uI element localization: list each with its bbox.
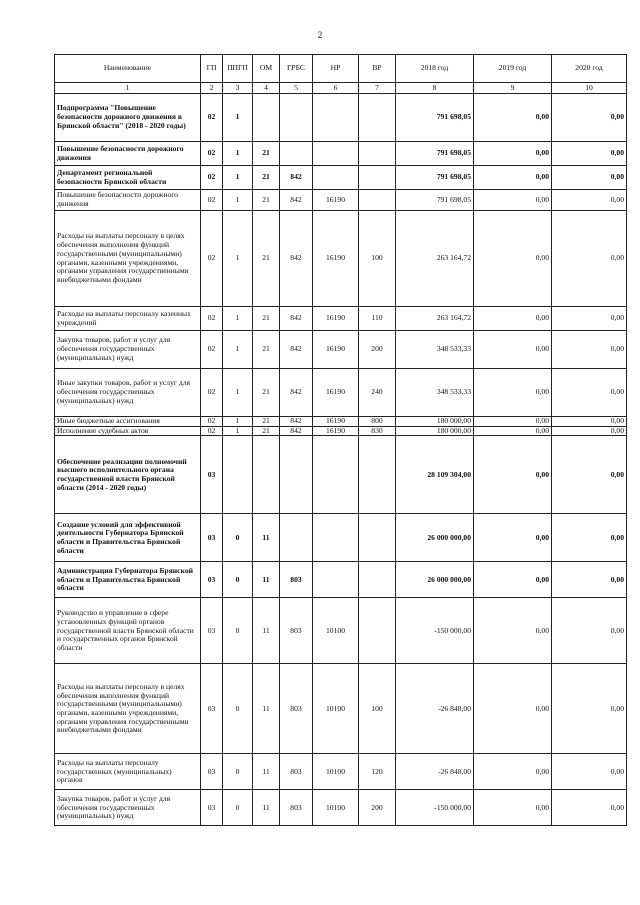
page-number: 2 <box>317 30 323 40</box>
cell-2020: 0,00 <box>552 369 627 417</box>
cell-2018: 791 698,05 <box>396 94 474 142</box>
cell-2018: -150 000,00 <box>396 790 474 826</box>
cell-nr: 16190 <box>313 426 359 436</box>
col-header-2019: 2019 год <box>474 55 552 83</box>
cell-2018: 791 698,05 <box>396 190 474 211</box>
table-row <box>55 307 627 331</box>
cell-grbs: 842 <box>280 369 313 417</box>
cell-gp: 02 <box>201 211 223 307</box>
cell-2019: 0,00 <box>474 190 552 211</box>
cell-2020: 0,00 <box>552 754 627 790</box>
cell-2019: 0,00 <box>474 562 552 598</box>
col-header-2020: 2020 год <box>552 55 627 83</box>
cell-gp: 03 <box>201 754 223 790</box>
cell-2020: 0,00 <box>552 142 627 166</box>
table-row <box>55 790 627 826</box>
cell-grbs: 803 <box>280 562 313 598</box>
cell-grbs <box>280 142 313 166</box>
table-row <box>55 190 627 211</box>
cell-gp: 03 <box>201 562 223 598</box>
row-name: Расходы на выплаты персоналу в целях обеспечения выполнения функций государственными (муниципальными) органами, казенными учреждениями, органами управления государственными внебюджетными фондами <box>55 211 201 307</box>
cell-ppgp: 1 <box>223 369 253 417</box>
cell-om <box>253 436 280 514</box>
table-row <box>55 166 627 190</box>
cell-om: 21 <box>253 190 280 211</box>
cell-nr <box>313 562 359 598</box>
cell-2019: 0,00 <box>474 417 552 427</box>
cell-2018: 348 533,33 <box>396 331 474 369</box>
cell-2020: 0,00 <box>552 211 627 307</box>
cell-nr: 16190 <box>313 417 359 427</box>
cell-ppgp: 0 <box>223 790 253 826</box>
row-name: Создание условий для эффективной деятельности Губернатора Брянской области и Правительства Брянской области <box>55 514 201 562</box>
table-row <box>55 664 627 754</box>
cell-nr <box>313 166 359 190</box>
cell-2018: -26 848,00 <box>396 754 474 790</box>
col-number: 1 <box>55 83 201 94</box>
cell-grbs: 842 <box>280 331 313 369</box>
cell-2018: 263 164,72 <box>396 307 474 331</box>
cell-ppgp: 1 <box>223 331 253 369</box>
cell-2019: 0,00 <box>474 664 552 754</box>
cell-grbs <box>280 436 313 514</box>
cell-2020: 0,00 <box>552 417 627 427</box>
col-number: 5 <box>280 83 313 94</box>
cell-vr: 100 <box>359 664 396 754</box>
cell-gp: 03 <box>201 790 223 826</box>
cell-ppgp: 0 <box>223 664 253 754</box>
cell-grbs: 803 <box>280 790 313 826</box>
cell-nr: 16190 <box>313 369 359 417</box>
cell-om: 21 <box>253 142 280 166</box>
cell-vr: 830 <box>359 426 396 436</box>
cell-nr: 10100 <box>313 664 359 754</box>
cell-2019: 0,00 <box>474 211 552 307</box>
row-name: Расходы на выплаты персоналу в целях обеспечения выполнения функций государственными (муниципальными) органами, казенными учреждениями, органами управления государственными внебюджетными фондами <box>55 664 201 754</box>
cell-grbs <box>280 94 313 142</box>
cell-vr: 120 <box>359 754 396 790</box>
table-row <box>55 417 627 427</box>
cell-nr: 16190 <box>313 331 359 369</box>
cell-gp: 02 <box>201 307 223 331</box>
row-name: Исполнение судебных актов <box>55 426 201 436</box>
col-header-2018: 2018 год <box>396 55 474 83</box>
row-name: Расходы на выплаты персоналу казенных учреждений <box>55 307 201 331</box>
cell-2018: 791 698,05 <box>396 142 474 166</box>
row-name: Департамент региональной безопасности Брянской области <box>55 166 201 190</box>
cell-2018: 28 109 304,00 <box>396 436 474 514</box>
row-name: Иные закупки товаров, работ и услуг для обеспечения государственных (муниципальных) нужд <box>55 369 201 417</box>
cell-gp: 03 <box>201 664 223 754</box>
cell-om: 21 <box>253 331 280 369</box>
cell-grbs <box>280 514 313 562</box>
cell-vr <box>359 166 396 190</box>
cell-2019: 0,00 <box>474 598 552 664</box>
row-name: Руководство и управление в сфере установленных функций органов государственной власти Брянской области и государственных органов Брянской области <box>55 598 201 664</box>
col-number: 7 <box>359 83 396 94</box>
cell-om: 11 <box>253 754 280 790</box>
cell-ppgp: 0 <box>223 598 253 664</box>
header-row <box>55 55 627 83</box>
cell-2018: 791 698,05 <box>396 166 474 190</box>
cell-ppgp: 0 <box>223 754 253 790</box>
cell-ppgp: 0 <box>223 514 253 562</box>
cell-nr: 10100 <box>313 754 359 790</box>
cell-gp: 02 <box>201 417 223 427</box>
cell-ppgp: 1 <box>223 426 253 436</box>
table-row <box>55 142 627 166</box>
cell-ppgp: 1 <box>223 166 253 190</box>
cell-2020: 0,00 <box>552 331 627 369</box>
cell-2018: -150 000,00 <box>396 598 474 664</box>
cell-grbs: 842 <box>280 426 313 436</box>
budget-table <box>54 54 627 826</box>
col-number: 3 <box>223 83 253 94</box>
cell-2018: -26 848,00 <box>396 664 474 754</box>
cell-grbs: 803 <box>280 664 313 754</box>
cell-nr <box>313 514 359 562</box>
table-row <box>55 331 627 369</box>
table-row <box>55 426 627 436</box>
cell-nr: 16190 <box>313 190 359 211</box>
row-name: Закупка товаров, работ и услуг для обеспечения государственных (муниципальных) нужд <box>55 790 201 826</box>
cell-gp: 02 <box>201 94 223 142</box>
cell-gp: 03 <box>201 436 223 514</box>
cell-2019: 0,00 <box>474 166 552 190</box>
col-number: 2 <box>201 83 223 94</box>
cell-2020: 0,00 <box>552 664 627 754</box>
cell-ppgp: 1 <box>223 211 253 307</box>
cell-grbs: 803 <box>280 598 313 664</box>
cell-grbs: 842 <box>280 211 313 307</box>
col-number: 4 <box>253 83 280 94</box>
cell-vr <box>359 190 396 211</box>
cell-nr <box>313 436 359 514</box>
cell-2020: 0,00 <box>552 562 627 598</box>
cell-2019: 0,00 <box>474 426 552 436</box>
cell-om: 21 <box>253 166 280 190</box>
cell-2019: 0,00 <box>474 142 552 166</box>
cell-om: 21 <box>253 369 280 417</box>
table-row <box>55 94 627 142</box>
cell-om: 11 <box>253 598 280 664</box>
cell-vr: 100 <box>359 211 396 307</box>
cell-2018: 26 000 000,00 <box>396 514 474 562</box>
cell-grbs: 842 <box>280 307 313 331</box>
cell-grbs: 803 <box>280 754 313 790</box>
row-name: Повышение безопасности дорожного движения <box>55 190 201 211</box>
cell-2020: 0,00 <box>552 514 627 562</box>
cell-vr: 240 <box>359 369 396 417</box>
cell-2019: 0,00 <box>474 94 552 142</box>
cell-om: 21 <box>253 211 280 307</box>
table-row <box>55 369 627 417</box>
cell-2019: 0,00 <box>474 331 552 369</box>
cell-2018: 26 000 000,00 <box>396 562 474 598</box>
cell-vr: 200 <box>359 790 396 826</box>
cell-2020: 0,00 <box>552 190 627 211</box>
cell-2019: 0,00 <box>474 307 552 331</box>
cell-gp: 02 <box>201 369 223 417</box>
table-row <box>55 514 627 562</box>
cell-nr <box>313 142 359 166</box>
col-number: 6 <box>313 83 359 94</box>
cell-2020: 0,00 <box>552 94 627 142</box>
cell-2020: 0,00 <box>552 598 627 664</box>
cell-om: 11 <box>253 664 280 754</box>
cell-2020: 0,00 <box>552 436 627 514</box>
cell-2018: 180 000,00 <box>396 426 474 436</box>
cell-vr: 110 <box>359 307 396 331</box>
row-name: Администрация Губернатора Брянской области и Правительства Брянской области <box>55 562 201 598</box>
col-header-vr: ВР <box>359 55 396 83</box>
cell-2018: 348 533,33 <box>396 369 474 417</box>
cell-grbs: 842 <box>280 417 313 427</box>
cell-2019: 0,00 <box>474 790 552 826</box>
col-number: 9 <box>474 83 552 94</box>
cell-nr: 10100 <box>313 790 359 826</box>
cell-vr <box>359 94 396 142</box>
cell-2019: 0,00 <box>474 754 552 790</box>
cell-gp: 02 <box>201 426 223 436</box>
cell-gp: 03 <box>201 598 223 664</box>
cell-ppgp: 1 <box>223 94 253 142</box>
row-name: Повышение безопасности дорожного движения <box>55 142 201 166</box>
cell-nr: 10100 <box>313 598 359 664</box>
cell-vr <box>359 436 396 514</box>
cell-nr: 16190 <box>313 307 359 331</box>
table-row <box>55 598 627 664</box>
table-row <box>55 211 627 307</box>
col-header-nr: НР <box>313 55 359 83</box>
cell-gp: 02 <box>201 331 223 369</box>
column-number-row <box>55 83 627 94</box>
table-row <box>55 754 627 790</box>
cell-vr <box>359 598 396 664</box>
cell-gp: 02 <box>201 166 223 190</box>
cell-ppgp: 1 <box>223 190 253 211</box>
row-name: Подпрограмма "Повышение безопасности дорожного движения в Брянской области" (2018 - 2020 годы) <box>55 94 201 142</box>
cell-2018: 180 000,00 <box>396 417 474 427</box>
row-name: Иные бюджетные ассигнования <box>55 417 201 427</box>
cell-ppgp <box>223 436 253 514</box>
cell-2020: 0,00 <box>552 307 627 331</box>
cell-ppgp: 0 <box>223 562 253 598</box>
cell-2020: 0,00 <box>552 166 627 190</box>
cell-om: 21 <box>253 417 280 427</box>
cell-ppgp: 1 <box>223 142 253 166</box>
row-name: Расходы на выплаты персоналу государственных (муниципальных) органов <box>55 754 201 790</box>
table-row <box>55 562 627 598</box>
cell-2019: 0,00 <box>474 436 552 514</box>
cell-vr <box>359 142 396 166</box>
cell-vr <box>359 514 396 562</box>
col-header-grbs: ГРБС <box>280 55 313 83</box>
cell-2020: 0,00 <box>552 426 627 436</box>
cell-ppgp: 1 <box>223 307 253 331</box>
col-header-gp: ГП <box>201 55 223 83</box>
cell-2019: 0,00 <box>474 369 552 417</box>
cell-om: 11 <box>253 790 280 826</box>
cell-grbs: 842 <box>280 190 313 211</box>
row-name: Закупка товаров, работ и услуг для обеспечения государственных (муниципальных) нужд <box>55 331 201 369</box>
col-number: 8 <box>396 83 474 94</box>
col-number: 10 <box>552 83 627 94</box>
cell-ppgp: 1 <box>223 417 253 427</box>
cell-om: 21 <box>253 307 280 331</box>
cell-2018: 263 164,72 <box>396 211 474 307</box>
table-row <box>55 436 627 514</box>
cell-2019: 0,00 <box>474 514 552 562</box>
col-header-ppgp: ППГП <box>223 55 253 83</box>
cell-gp: 02 <box>201 142 223 166</box>
cell-2020: 0,00 <box>552 790 627 826</box>
row-name: Обеспечение реализации полномочий высшего исполнительного органа государственной власти Брянской области (2014 - 2020 годы) <box>55 436 201 514</box>
cell-om: 21 <box>253 426 280 436</box>
cell-nr <box>313 94 359 142</box>
cell-vr: 800 <box>359 417 396 427</box>
col-header-name: Наименование <box>55 55 201 83</box>
col-header-om: ОМ <box>253 55 280 83</box>
cell-om: 11 <box>253 514 280 562</box>
cell-vr: 200 <box>359 331 396 369</box>
cell-gp: 02 <box>201 190 223 211</box>
cell-om: 11 <box>253 562 280 598</box>
cell-gp: 03 <box>201 514 223 562</box>
cell-grbs: 842 <box>280 166 313 190</box>
cell-om <box>253 94 280 142</box>
cell-nr: 16190 <box>313 211 359 307</box>
cell-vr <box>359 562 396 598</box>
